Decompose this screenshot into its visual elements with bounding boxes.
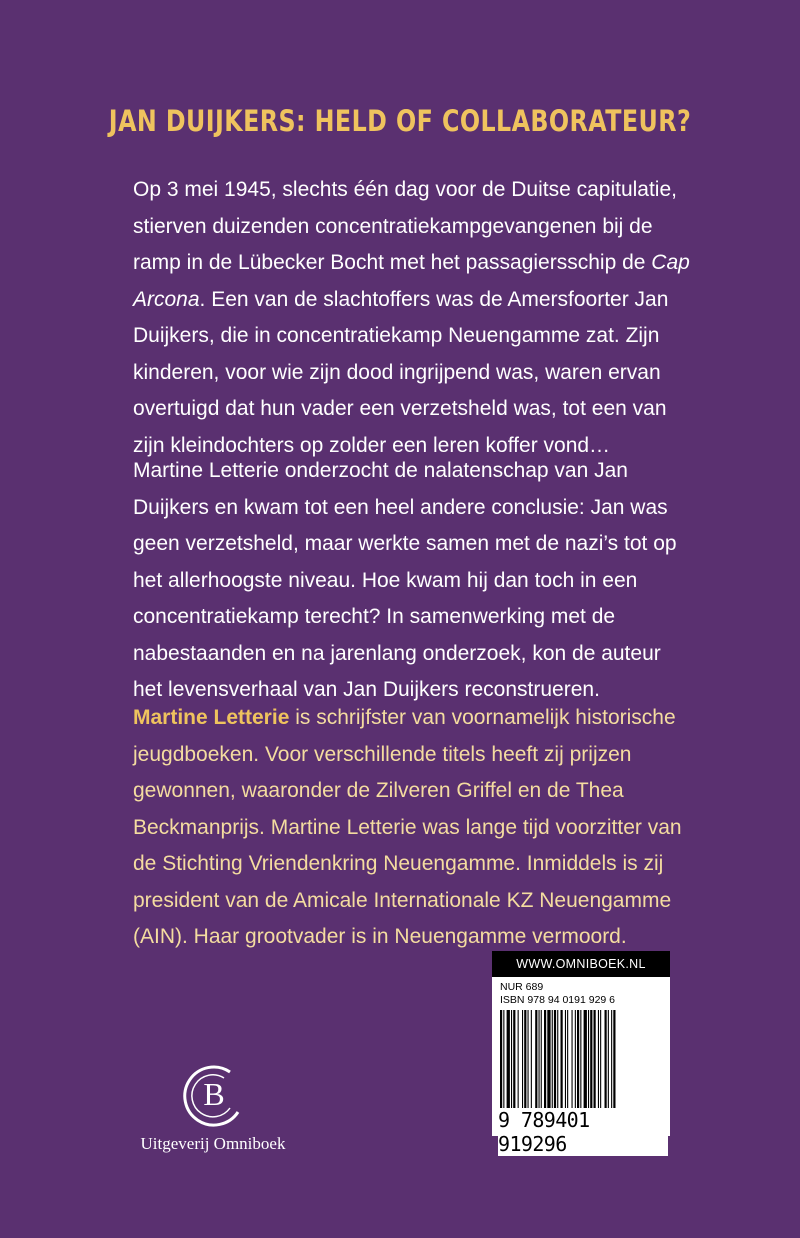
publisher-name: Uitgeverij Omniboek	[140, 1134, 286, 1153]
barcode-bar	[561, 1010, 563, 1114]
nur-code: NUR 689	[500, 981, 544, 993]
website-url: WWW.OMNIBOEK.NL	[492, 951, 670, 977]
barcode-bar	[547, 1010, 550, 1114]
barcode-icon	[500, 1010, 662, 1114]
barcode-bar	[584, 1010, 587, 1114]
intro-text-part2: . Een van de slachtoffers was de Amersfoorter Jan Duijkers, die in concentratiekamp Neuengamme zat. Zijn kinderen, voor wie zijn dood ingrijpend was, waren ervan overtuigd dat hun vader een verzetsheld was, tot een van zijn kleindochters op zolder een leren koffer vond…	[133, 287, 669, 457]
barcode-bar	[513, 1010, 515, 1114]
barcode-bar	[524, 1010, 526, 1114]
barcode-bar	[511, 1010, 512, 1114]
barcode-bar	[518, 1010, 519, 1114]
logo-letter: B	[203, 1076, 225, 1112]
isbn-code: ISBN 978 94 0191 929 6	[500, 994, 616, 1006]
ship-name: Cap Arcona	[133, 251, 690, 311]
barcode-box	[492, 951, 670, 1156]
intro-paragraph	[133, 172, 693, 464]
barcode-bar	[588, 1010, 589, 1114]
author-name: Martine Letterie	[133, 706, 290, 729]
barcode-bar	[600, 1010, 601, 1114]
barcode-bar	[507, 1010, 510, 1114]
barcode-bar	[565, 1010, 566, 1114]
barcode-bar	[552, 1010, 553, 1114]
author-bio-text: is schrijfster van voornamelijk historische jeugdboeken. Voor verschillende titels heeft zij prijzen gewonnen, waaronder de Zilveren Griffel en de Thea Beckmanprijs. Martine Letterie was lange tijd voorzitter van de Stichting Vriendenkring Neuengamme. Inmiddels is zij president van de Amicale Internationale KZ Neuengamme (AIN). Haar grootvader is in Neuengamme vermoord.	[133, 706, 682, 948]
barcode-bar	[590, 1010, 592, 1114]
barcode-bar	[539, 1010, 540, 1114]
omniboek-logo-icon	[178, 1060, 248, 1130]
research-paragraph: Martine Letterie onderzocht de nalatenschap van Jan Duijkers en kwam tot een heel andere conclusie: Jan was geen verzetsheld, maar werkte samen met de nazi’s tot op het allerhoogste niveau. Hoe kwam hij dan toch in een concentratiekamp terecht? In samenwerking met de nabestaanden en na jarenlang onderzoek, kon de auteur het levensverhaal van Jan Duijkers reconstrueren.	[133, 459, 677, 701]
barcode-bar	[500, 1010, 502, 1114]
barcode-bar	[598, 1010, 599, 1114]
barcode-bar	[613, 1010, 615, 1114]
barcode-bar	[605, 1010, 607, 1114]
barcode-bar	[577, 1010, 579, 1114]
page-title: JAN DUIJKERS: HELD OF COLLABORATEUR?	[108, 104, 692, 138]
intro-text-part1: Op 3 mei 1945, slechts één dag voor de Duitse capitulatie, stierven duizenden concentratiekampgevangenen bij de ramp in de Lübecker Bocht met het passagiersschip de	[133, 178, 677, 274]
barcode-bar	[544, 1010, 546, 1114]
barcode-bar	[531, 1010, 532, 1114]
barcode-bar	[557, 1010, 558, 1114]
barcode-bar	[608, 1010, 609, 1114]
barcode-bar	[554, 1010, 556, 1114]
barcode-bar	[572, 1010, 573, 1114]
barcode-bar	[522, 1010, 523, 1114]
barcode-bar	[541, 1010, 542, 1114]
barcode-bar	[611, 1010, 612, 1114]
barcode-bar	[567, 1010, 568, 1114]
author-bio	[133, 700, 693, 956]
barcode-bar	[575, 1010, 576, 1114]
barcode-bar	[503, 1010, 504, 1114]
barcode-bar	[528, 1010, 529, 1114]
barcode-digits: 9 789401 919296	[498, 1108, 668, 1156]
barcode-bar	[580, 1010, 581, 1114]
barcode-bar	[594, 1010, 596, 1114]
barcode-bar	[535, 1010, 537, 1114]
